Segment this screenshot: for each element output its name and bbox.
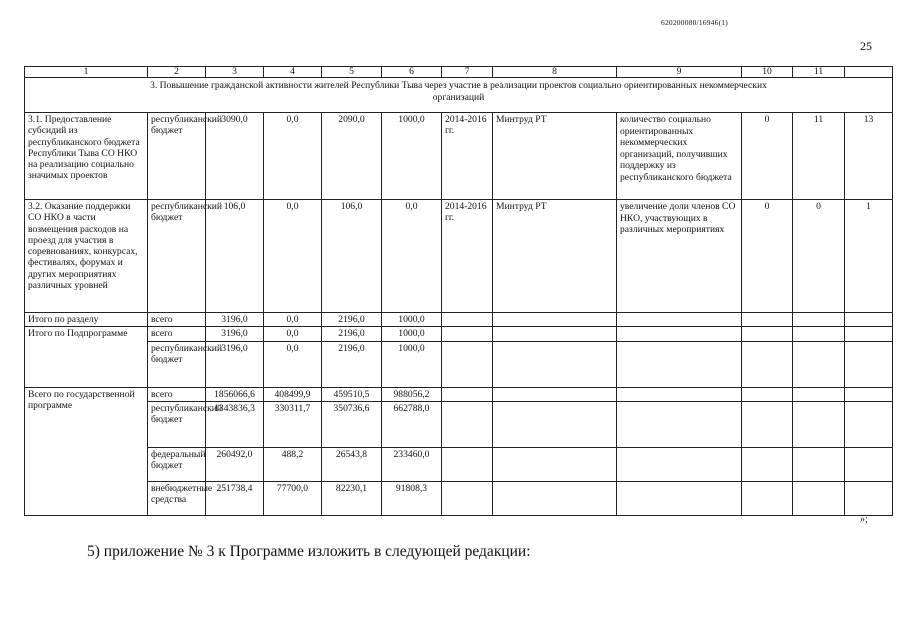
empty-cell: [793, 401, 845, 447]
amount-2016: 1000,0: [382, 341, 442, 387]
activity-name: 3.1. Предоставление субсидий из республиканского бюджета Республики Тыва СО НКО на реализацию социально значимых проектов: [25, 113, 148, 200]
col-num: 7: [442, 67, 493, 78]
section-total-row: [25, 313, 893, 327]
total-label: Итого по Подпрограмме: [25, 327, 148, 387]
col-num: 4: [264, 67, 322, 78]
empty-cell: [793, 447, 845, 481]
program-republican-row: [25, 401, 893, 447]
amount-2014: 0,0: [264, 113, 322, 200]
empty-cell: [493, 341, 617, 387]
amount-2016: 988056,2: [382, 387, 442, 401]
amount-2014: 77700,0: [264, 481, 322, 515]
amount-2014: 0,0: [264, 313, 322, 327]
empty-cell: [845, 341, 893, 387]
column-number-row: [25, 67, 893, 78]
empty-cell: [493, 481, 617, 515]
indicator-value-3: 1: [845, 200, 893, 313]
amount-2016: 1000,0: [382, 113, 442, 200]
empty-cell: [742, 341, 793, 387]
empty-cell: [793, 327, 845, 341]
amount-total: 260492,0: [206, 447, 264, 481]
amount-2014: 0,0: [264, 341, 322, 387]
total-label: Итого по разделу: [25, 313, 148, 327]
empty-cell: [442, 387, 493, 401]
indicator-value-3: 13: [845, 113, 893, 200]
amount-2016: 0,0: [382, 200, 442, 313]
empty-cell: [442, 341, 493, 387]
empty-cell: [845, 481, 893, 515]
funding-source: федеральный бюджет: [148, 447, 206, 481]
amount-total: 3196,0: [206, 313, 264, 327]
funding-source: внебюджетные средства: [148, 481, 206, 515]
empty-cell: [493, 401, 617, 447]
period: 2014-2016 гг.: [442, 200, 493, 313]
empty-cell: [742, 327, 793, 341]
indicator-value-2: 11: [793, 113, 845, 200]
empty-cell: [617, 401, 742, 447]
empty-cell: [845, 327, 893, 341]
table-row: [25, 113, 893, 200]
col-num: 11: [793, 67, 845, 78]
indicator-value-1: 0: [742, 200, 793, 313]
amount-total: 3196,0: [206, 341, 264, 387]
amount-2015: 459510,5: [322, 387, 382, 401]
indicator: увеличение доли членов СО НКО, участвующих в различных мероприятиях: [617, 200, 742, 313]
funding-source: всего: [148, 327, 206, 341]
empty-cell: [442, 327, 493, 341]
amount-total: 106,0: [206, 200, 264, 313]
empty-cell: [845, 387, 893, 401]
empty-cell: [617, 447, 742, 481]
funding-source: республиканский бюджет: [148, 401, 206, 447]
indicator-value-1: 0: [742, 113, 793, 200]
table-row: [25, 200, 893, 313]
amount-total: 1343836,3: [206, 401, 264, 447]
empty-cell: [617, 313, 742, 327]
section-title-row: [25, 78, 893, 113]
amount-2015: 2196,0: [322, 341, 382, 387]
amount-2015: 2196,0: [322, 327, 382, 341]
funding-source: всего: [148, 387, 206, 401]
empty-cell: [617, 481, 742, 515]
empty-cell: [493, 387, 617, 401]
program-federal-row: [25, 447, 893, 481]
empty-cell: [793, 387, 845, 401]
col-num-extra: [845, 67, 893, 78]
indicator-value-2: 0: [793, 200, 845, 313]
amount-2015: 82230,1: [322, 481, 382, 515]
amount-2014: 488,2: [264, 447, 322, 481]
funding-source: республиканский бюджет: [148, 113, 206, 200]
funding-source: всего: [148, 313, 206, 327]
amendment-text: 5) приложение № 3 к Программе изложить в следующей редакции:: [87, 543, 531, 560]
empty-cell: [493, 447, 617, 481]
indicator: количество социально ориентированных некоммерческих организаций, получивших поддержку из республиканского бюджета: [617, 113, 742, 200]
col-num: 10: [742, 67, 793, 78]
amount-2014: 330311,7: [264, 401, 322, 447]
executor: Минтруд РТ: [493, 200, 617, 313]
col-num: 2: [148, 67, 206, 78]
amount-total: 3090,0: [206, 113, 264, 200]
subprogram-total-row: [25, 327, 893, 341]
empty-cell: [442, 313, 493, 327]
empty-cell: [442, 401, 493, 447]
empty-cell: [442, 447, 493, 481]
col-num: 1: [25, 67, 148, 78]
empty-cell: [845, 447, 893, 481]
funding-source: республиканский бюджет: [148, 200, 206, 313]
empty-cell: [617, 327, 742, 341]
col-num: 8: [493, 67, 617, 78]
amount-2016: 233460,0: [382, 447, 442, 481]
period: 2014-2016 гг.: [442, 113, 493, 200]
closing-quote: »;: [860, 514, 868, 525]
col-num: 6: [382, 67, 442, 78]
amount-2014: 0,0: [264, 327, 322, 341]
section-title: 3. Повышение гражданской активности жителей Республики Тыва через участие в реализации проектов социально ориентированных некоммерческих организаций: [25, 78, 893, 113]
amount-total: 1856066,6: [206, 387, 264, 401]
document-code: 620200080/16946(1): [661, 18, 728, 27]
empty-cell: [845, 313, 893, 327]
amount-2016: 1000,0: [382, 327, 442, 341]
empty-cell: [442, 481, 493, 515]
empty-cell: [793, 313, 845, 327]
col-num: 9: [617, 67, 742, 78]
amount-2016: 1000,0: [382, 313, 442, 327]
amount-2015: 106,0: [322, 200, 382, 313]
empty-cell: [793, 341, 845, 387]
amount-total: 251738,4: [206, 481, 264, 515]
amount-2015: 2090,0: [322, 113, 382, 200]
subprogram-republican-row: [25, 341, 893, 387]
amount-2015: 350736,6: [322, 401, 382, 447]
total-label: Всего по государственной программе: [25, 387, 148, 515]
amount-2014: 408499,9: [264, 387, 322, 401]
empty-cell: [793, 481, 845, 515]
empty-cell: [493, 313, 617, 327]
amount-2014: 0,0: [264, 200, 322, 313]
col-num: 3: [206, 67, 264, 78]
program-total-row: [25, 387, 893, 401]
page-number: 25: [860, 39, 872, 53]
funding-source: республиканский бюджет: [148, 341, 206, 387]
col-num: 5: [322, 67, 382, 78]
empty-cell: [742, 313, 793, 327]
empty-cell: [742, 481, 793, 515]
empty-cell: [617, 341, 742, 387]
amount-total: 3196,0: [206, 327, 264, 341]
empty-cell: [845, 401, 893, 447]
empty-cell: [742, 401, 793, 447]
program-extrabudget-row: [25, 481, 893, 515]
activity-name: 3.2. Оказание поддержки СО НКО в части возмещения расходов на проезд для участия в соревнованиях, конкурсах, фестивалях, форумах и других мероприятиях различных уровней: [25, 200, 148, 313]
amount-2016: 662788,0: [382, 401, 442, 447]
executor: Минтруд РТ: [493, 113, 617, 200]
empty-cell: [617, 387, 742, 401]
amount-2015: 2196,0: [322, 313, 382, 327]
program-table: [24, 66, 893, 516]
empty-cell: [742, 387, 793, 401]
amount-2016: 91808,3: [382, 481, 442, 515]
empty-cell: [493, 327, 617, 341]
amount-2015: 26543,8: [322, 447, 382, 481]
empty-cell: [742, 447, 793, 481]
